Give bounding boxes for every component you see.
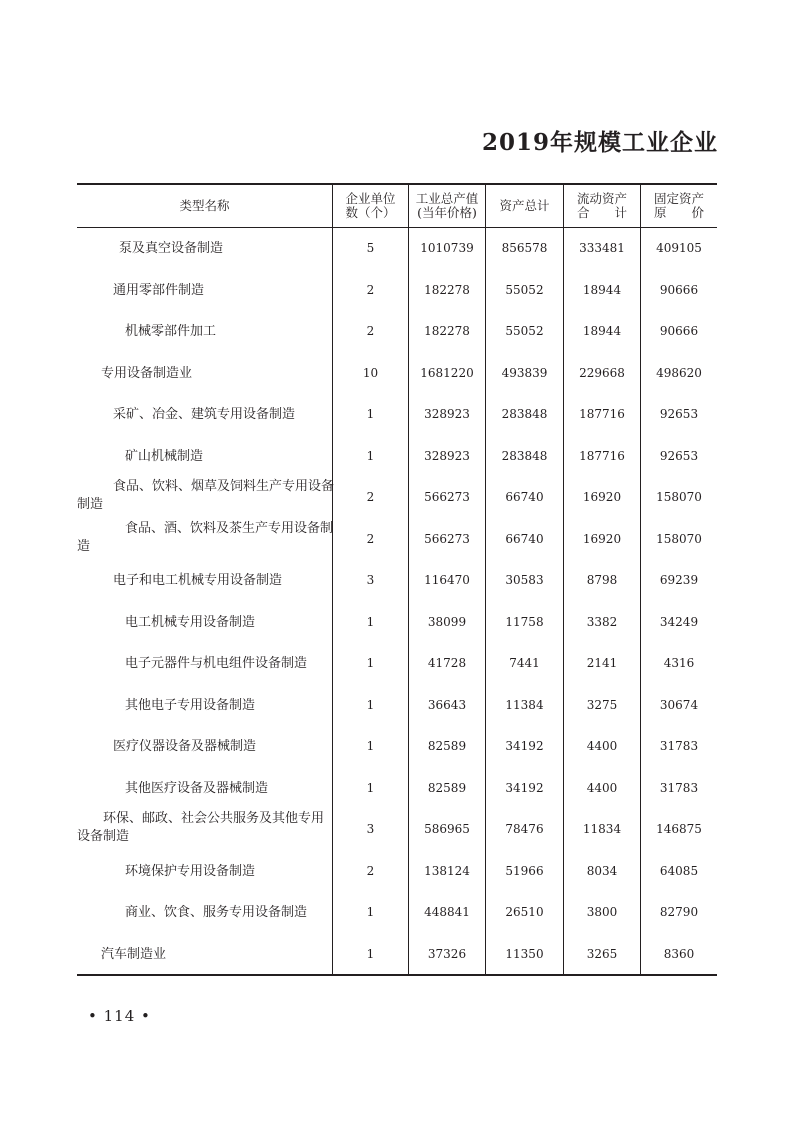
page-number: • 114 • <box>88 1007 151 1025</box>
cell-current: 333481 <box>579 241 625 255</box>
cell-assets: 30583 <box>505 573 544 587</box>
cell-assets: 7441 <box>509 656 540 670</box>
cell-fixed: 31783 <box>659 780 699 795</box>
cell-units: 2 <box>366 863 375 878</box>
cell-current: 18944 <box>582 324 622 338</box>
cell-assets: 493839 <box>501 365 548 380</box>
row-name: 电子元器件与机电组件设备制造 <box>125 656 308 671</box>
cell-assets: 283848 <box>501 448 548 463</box>
cell-output: 41728 <box>427 656 467 670</box>
cell-units: 1 <box>366 905 375 919</box>
cell-units: 2 <box>366 324 375 338</box>
cell-fixed: 69239 <box>659 573 699 587</box>
cell-output: 116470 <box>424 573 470 587</box>
row-name: 汽车制造业 <box>101 946 167 962</box>
cell-assets: 856578 <box>501 241 548 255</box>
cell-current: 2141 <box>586 656 618 670</box>
cell-fixed: 158070 <box>656 490 702 504</box>
row-name: 采矿、冶金、建筑专用设备制造 <box>113 407 296 422</box>
cell-units: 1 <box>366 697 375 712</box>
cell-fixed: 31783 <box>659 739 699 753</box>
row-name: 通用零部件制造 <box>113 282 205 298</box>
row-name-line1: 食品、酒、饮料及茶生产专用设备制 <box>125 520 334 536</box>
cell-units: 1 <box>366 739 375 753</box>
cell-assets: 34192 <box>505 739 544 753</box>
cell-assets: 55052 <box>505 324 544 338</box>
cell-units: 2 <box>366 282 375 297</box>
cell-output: 448841 <box>424 905 470 919</box>
row-name: 泵及真空设备制造 <box>119 241 224 256</box>
cell-current: 18944 <box>582 282 622 297</box>
cell-units: 2 <box>366 531 375 546</box>
table-row <box>77 353 717 394</box>
table-row <box>77 311 717 352</box>
cell-current: 4400 <box>586 780 618 795</box>
cell-output: 566273 <box>424 490 470 504</box>
row-name: 环境保护专用设备制造 <box>125 863 256 879</box>
cell-assets: 34192 <box>505 780 544 795</box>
cell-output: 182278 <box>424 324 470 338</box>
cell-assets: 11350 <box>505 946 544 961</box>
row-name-line2: 制造 <box>77 497 104 512</box>
row-name-line2: 设备制造 <box>77 829 130 844</box>
row-name: 电子和电工机械专用设备制造 <box>113 573 283 588</box>
row-name: 专用设备制造业 <box>101 365 193 381</box>
header-current-assets: 流动资产 合 计 <box>576 191 627 220</box>
cell-current: 16920 <box>582 490 622 504</box>
cell-current: 3265 <box>586 946 618 961</box>
cell-output: 586965 <box>424 822 470 836</box>
cell-current: 11834 <box>582 822 622 836</box>
cell-units: 1 <box>366 407 375 421</box>
header-name: 类型名称 <box>179 198 230 213</box>
row-name-line1: 食品、饮料、烟草及饲料生产专用设备 <box>113 479 335 494</box>
cell-fixed: 92653 <box>659 448 699 463</box>
cell-units: 1 <box>366 946 375 961</box>
cell-current: 8034 <box>586 863 618 878</box>
cell-fixed: 90666 <box>659 282 699 297</box>
cell-output: 82589 <box>427 780 467 795</box>
cell-units: 2 <box>366 490 375 504</box>
cell-assets: 11758 <box>505 614 544 629</box>
cell-current: 229668 <box>579 365 625 380</box>
cell-assets: 26510 <box>505 905 544 919</box>
cell-output: 328923 <box>424 407 470 421</box>
table-row <box>77 726 717 767</box>
cell-output: 38099 <box>427 614 467 629</box>
table-row <box>77 436 717 477</box>
cell-units: 1 <box>366 614 375 629</box>
cell-fixed: 158070 <box>656 531 702 546</box>
page-title: 2019年规模工业企业 <box>481 129 718 156</box>
cell-current: 187716 <box>579 407 625 421</box>
table-row <box>77 228 717 269</box>
row-name <box>77 809 332 850</box>
row-name <box>77 519 332 560</box>
table-row <box>77 643 717 684</box>
row-name: 其他医疗设备及器械制造 <box>125 780 269 796</box>
cell-fixed: 34249 <box>659 614 699 629</box>
row-name: 医疗仪器设备及器械制造 <box>113 739 257 754</box>
cell-fixed: 64085 <box>659 863 699 878</box>
cell-units: 5 <box>366 241 375 255</box>
cell-current: 3382 <box>586 614 618 629</box>
cell-assets: 11384 <box>505 697 544 712</box>
row-name: 矿山机械制造 <box>125 448 204 464</box>
cell-output: 328923 <box>424 448 470 463</box>
cell-fixed: 82790 <box>659 905 699 919</box>
table-row <box>77 270 717 311</box>
cell-assets: 66740 <box>505 531 544 546</box>
cell-fixed: 498620 <box>656 365 702 380</box>
cell-output: 82589 <box>427 739 467 753</box>
cell-fixed: 146875 <box>656 822 702 836</box>
header-output: 工业总产值 (当年价格) <box>415 191 479 220</box>
cell-current: 3275 <box>586 697 618 712</box>
header-assets: 资产总计 <box>499 198 550 213</box>
cell-fixed: 8360 <box>663 946 695 961</box>
cell-output: 566273 <box>424 531 470 546</box>
cell-assets: 55052 <box>505 282 544 297</box>
table-row <box>77 851 717 892</box>
row-name-line2: 造 <box>77 538 91 554</box>
header-units: 企业单位 数（个） <box>345 191 396 220</box>
cell-assets: 283848 <box>501 407 548 421</box>
table-row <box>77 809 717 850</box>
cell-units: 1 <box>366 780 375 795</box>
cell-output: 1010739 <box>420 241 474 255</box>
cell-output: 138124 <box>424 863 470 878</box>
table-row <box>77 892 717 933</box>
cell-assets: 66740 <box>505 490 544 504</box>
cell-assets: 51966 <box>505 863 544 878</box>
cell-fixed: 30674 <box>659 697 699 712</box>
table-row <box>77 394 717 435</box>
cell-units: 3 <box>366 822 375 836</box>
row-name: 其他电子专用设备制造 <box>125 697 256 713</box>
table-row <box>77 519 717 560</box>
cell-output: 1681220 <box>420 365 474 380</box>
table-row <box>77 560 717 601</box>
table-row <box>77 934 717 975</box>
cell-current: 187716 <box>579 448 625 463</box>
cell-units: 1 <box>366 448 375 463</box>
cell-units: 1 <box>366 656 375 670</box>
cell-units: 10 <box>362 365 379 380</box>
cell-current: 8798 <box>586 573 618 587</box>
cell-current: 3800 <box>586 905 618 919</box>
cell-output: 182278 <box>424 282 470 297</box>
row-name-line1: 环保、邮政、社会公共服务及其他专用 <box>103 811 325 826</box>
cell-units: 3 <box>366 573 375 587</box>
cell-fixed: 4316 <box>663 656 695 670</box>
table-row <box>77 685 717 726</box>
cell-fixed: 92653 <box>659 407 699 421</box>
row-name <box>77 477 335 518</box>
row-name: 商业、饮食、服务专用设备制造 <box>125 905 308 920</box>
row-name: 电工机械专用设备制造 <box>125 614 256 630</box>
cell-assets: 78476 <box>505 822 544 836</box>
cell-fixed: 409105 <box>656 241 702 255</box>
cell-fixed: 90666 <box>659 324 699 338</box>
table-row <box>77 477 717 518</box>
cell-current: 4400 <box>586 739 618 753</box>
cell-output: 36643 <box>427 697 467 712</box>
table-row <box>77 768 717 809</box>
cell-current: 16920 <box>582 531 622 546</box>
cell-output: 37326 <box>427 946 467 961</box>
row-name: 机械零部件加工 <box>125 324 217 339</box>
table-row <box>77 602 717 643</box>
header-fixed-assets: 固定资产 原 价 <box>653 191 704 220</box>
